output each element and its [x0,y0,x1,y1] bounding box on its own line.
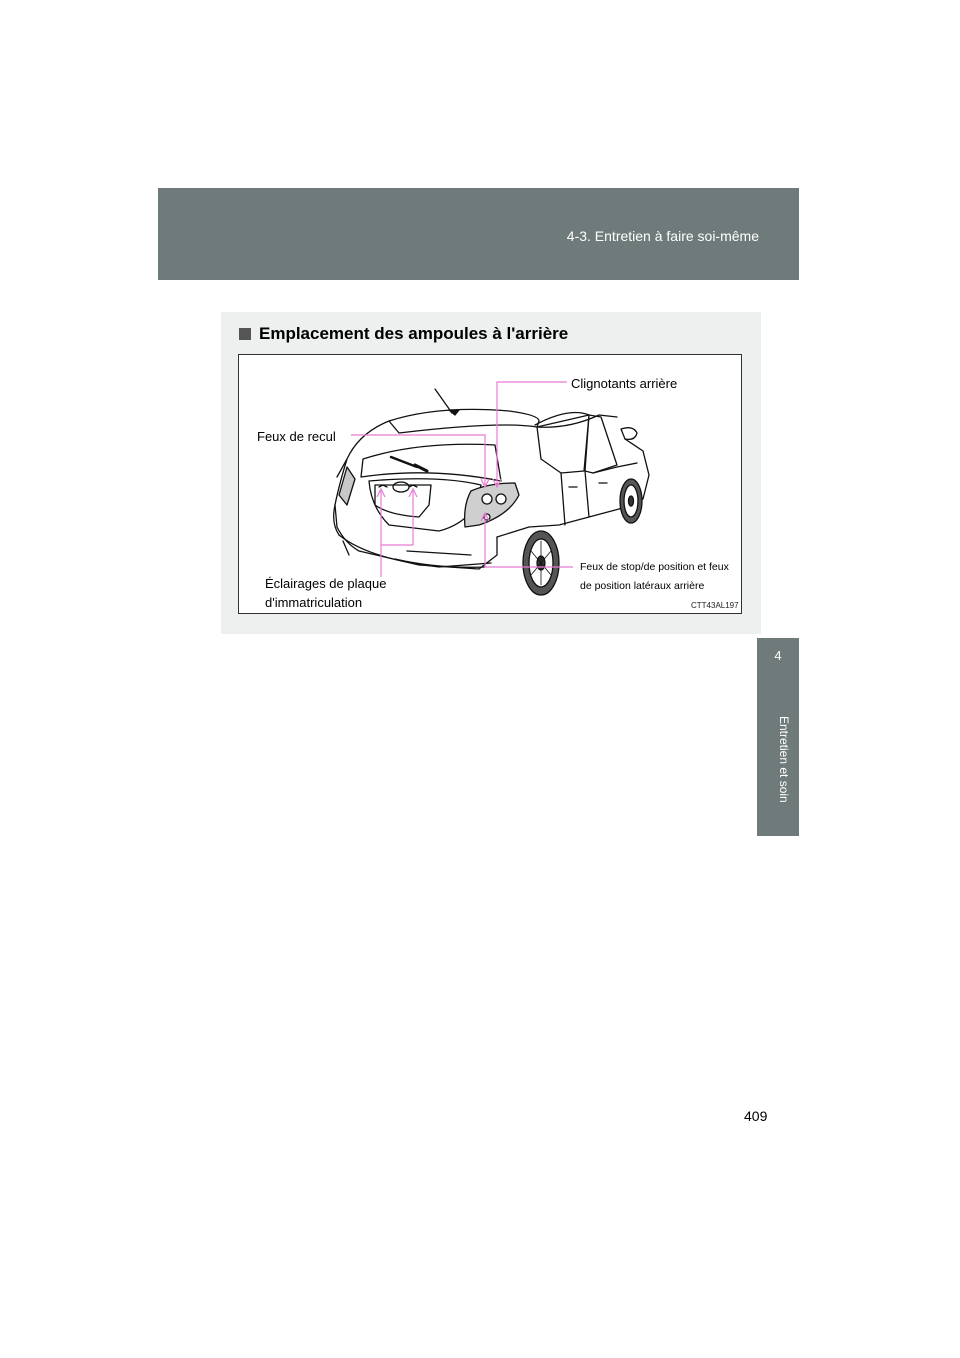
section-heading-text: Emplacement des ampoules à l'arrière [259,324,569,343]
figure-code: CTT43AL197 [691,601,739,610]
header-band [158,188,799,280]
section-box [221,312,761,634]
chapter-side-tab [757,638,799,836]
label-feux-stop-line2: de position latéraux arrière [580,580,705,592]
label-feux-stop-line1: Feux de stop/de position et feux [580,561,729,573]
chapter-title: Entretien et soin [777,716,791,803]
square-bullet-icon [239,328,251,340]
label-eclairages-line1: Éclairages de plaque [265,576,387,591]
chapter-number: 4 [774,648,782,663]
rear-bulbs-figure [238,354,742,614]
label-feux-de-recul: Feux de recul [257,429,336,444]
page-number: 409 [744,1108,768,1124]
label-eclairages-line2: d'immatriculation [265,595,363,610]
label-clignotants-arriere: Clignotants arrière [571,376,678,391]
section-heading [239,324,568,344]
section-breadcrumb: 4-3. Entretien à faire soi-même [566,228,759,244]
